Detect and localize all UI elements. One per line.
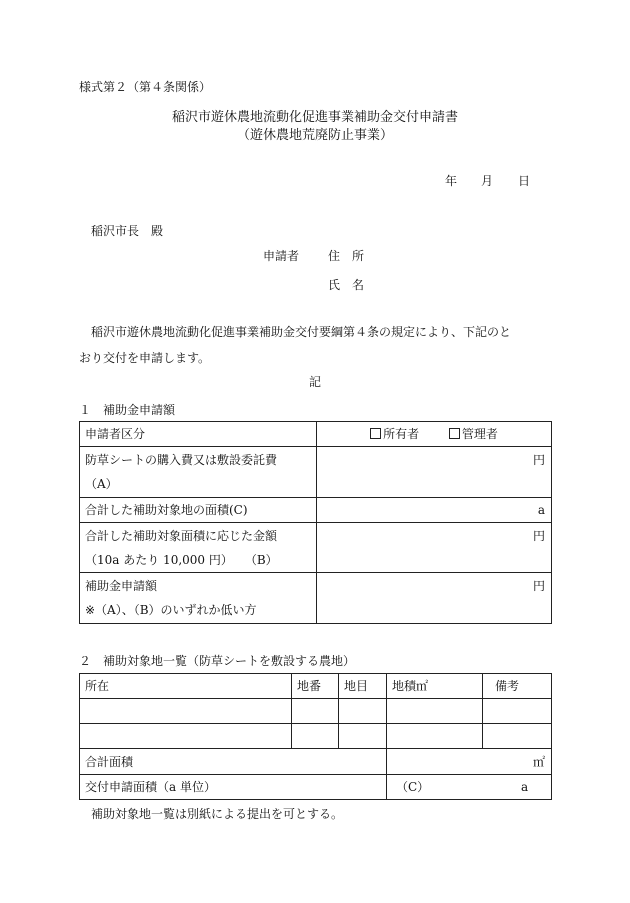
- document-title: 稲沢市遊休農地流動化促進事業補助金交付申請書: [171, 110, 458, 125]
- manager-checkbox[interactable]: [449, 428, 460, 439]
- body-text-line2: おり交付を申請します。: [79, 351, 211, 365]
- applicant-label: 申請者: [263, 249, 300, 263]
- are-unit: a: [537, 503, 545, 517]
- request-amount-label-line2: ※（A）、（B）のいずれか低い方: [85, 603, 257, 617]
- location-cell[interactable]: [80, 699, 292, 724]
- table-row: [80, 749, 552, 775]
- area-amount-input[interactable]: [317, 523, 552, 573]
- lot-number-cell[interactable]: [292, 699, 339, 724]
- sheet-cost-label-line1: 防草シートの購入費又は敷設委託費: [85, 453, 278, 467]
- body-text-line1: 稲沢市遊休農地流動化促進事業補助金交付要綱第４条の規定により、下記のと: [91, 325, 512, 339]
- table-row: [80, 498, 552, 523]
- table-row: [80, 724, 552, 749]
- column-header-lot-number: 地番: [292, 674, 339, 699]
- column-header-location: 所在: [80, 674, 292, 699]
- manager-option-label: 管理者: [461, 427, 498, 441]
- owner-checkbox[interactable]: [370, 428, 381, 439]
- area-amount-label-line1: 合計した補助対象面積に応じた金額: [85, 529, 278, 543]
- table-row: [80, 422, 552, 447]
- addressee: 稲沢市長 殿: [91, 224, 164, 238]
- land-area-cell[interactable]: [387, 699, 483, 724]
- table-row: [80, 699, 552, 724]
- area-amount-label: [80, 523, 317, 573]
- request-area-code: （C）: [396, 780, 430, 794]
- location-cell[interactable]: [80, 724, 292, 749]
- column-header-remarks: 備考: [483, 674, 552, 699]
- date-month-label: 月: [481, 174, 494, 188]
- applicant-address-label: 住 所: [328, 249, 365, 263]
- document-subtitle: （遊休農地荒廃防止事業）: [236, 128, 393, 143]
- request-area-input[interactable]: [387, 775, 552, 800]
- applicant-name-label: 氏 名: [328, 278, 365, 292]
- lot-number-cell[interactable]: [292, 724, 339, 749]
- target-land-table: [79, 673, 552, 800]
- request-amount-label: [80, 573, 317, 624]
- table-row: [80, 447, 552, 498]
- sqm-unit: ㎡: [532, 754, 545, 769]
- yen-unit: 円: [532, 529, 545, 543]
- land-area-cell[interactable]: [387, 724, 483, 749]
- table-row: [80, 573, 552, 624]
- column-header-land-area: 地積㎡: [387, 674, 483, 699]
- section2-heading: ２ 補助対象地一覧（防草シートを敷設する農地）: [79, 654, 356, 668]
- section1-heading: １ 補助金申請額: [79, 403, 176, 417]
- request-area-label: 交付申請面積（a 単位）: [80, 775, 387, 800]
- area-amount-label-line2: （10a あたり 10,000 円） （B）: [85, 553, 278, 567]
- total-area-input[interactable]: [387, 749, 552, 775]
- land-category-cell[interactable]: [339, 724, 387, 749]
- remarks-cell[interactable]: [483, 724, 552, 749]
- date-day-label: 日: [518, 174, 531, 188]
- land-category-cell[interactable]: [339, 699, 387, 724]
- subsidy-request-table: [79, 421, 552, 624]
- total-area-label: 合計面積: [80, 749, 387, 775]
- yen-unit: 円: [532, 579, 545, 593]
- date-year-label: 年: [445, 174, 458, 188]
- request-amount-input[interactable]: [317, 573, 552, 624]
- form-number: 様式第２（第４条関係）: [79, 80, 212, 94]
- area-total-label: 合計した補助対象地の面積(C): [80, 498, 317, 523]
- are-unit: a: [521, 780, 529, 794]
- owner-option-label: 所有者: [383, 427, 420, 441]
- remarks-cell[interactable]: [483, 699, 552, 724]
- table-row: [80, 523, 552, 573]
- request-amount-label-line1: 補助金申請額: [85, 579, 158, 593]
- applicant-type-options: [317, 422, 552, 447]
- applicant-type-label: 申請者区分: [80, 422, 317, 447]
- area-total-input[interactable]: [317, 498, 552, 523]
- sheet-cost-label-line2: （A）: [85, 477, 118, 491]
- table-header-row: [80, 674, 552, 699]
- sheet-cost-label: [80, 447, 317, 498]
- footnote: 補助対象地一覧は別紙による提出を可とする。: [91, 807, 344, 821]
- sheet-cost-input[interactable]: [317, 447, 552, 498]
- column-header-land-category: 地目: [339, 674, 387, 699]
- yen-unit: 円: [532, 453, 545, 467]
- table-row: [80, 775, 552, 800]
- ki-mark: 記: [308, 375, 321, 389]
